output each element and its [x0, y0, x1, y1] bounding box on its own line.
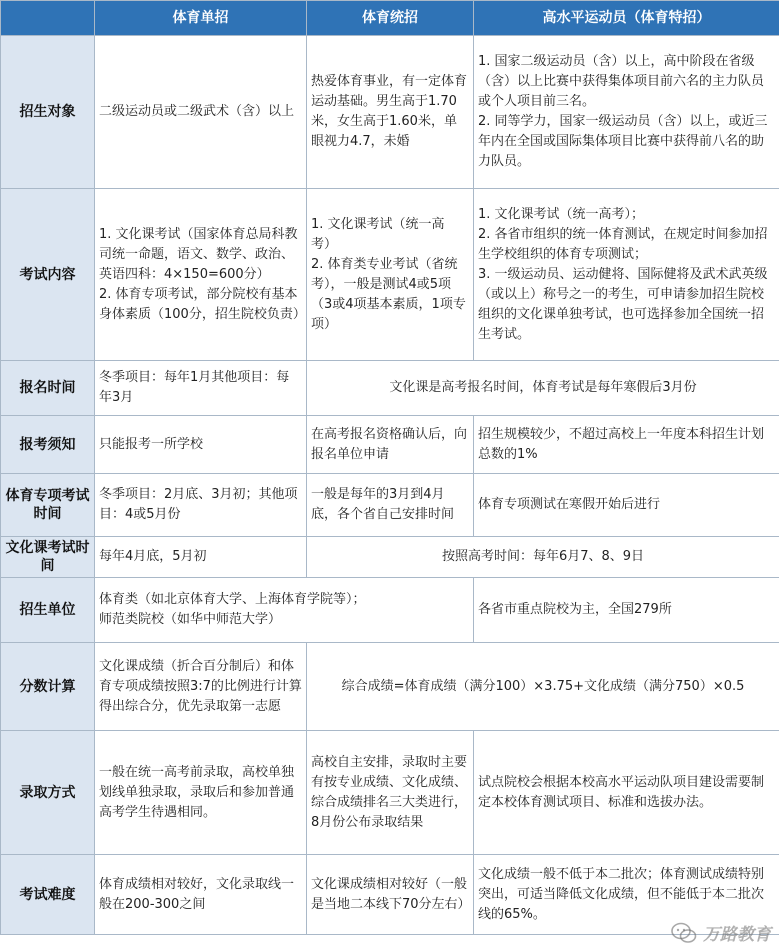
- cell-high-level: [474, 189, 779, 361]
- cell-text: 试点院校会根据本校高水平运动队项目建设需要制定本校体育测试项目、标准和选拔办法。: [478, 774, 765, 810]
- cell-merged-unified-high-level: [307, 537, 779, 578]
- cell-single-exam: [95, 855, 307, 935]
- cell-text: 体育类（如北京体育大学、上海体育学院等）； 师范类院校（如华中师范大学）: [99, 592, 366, 627]
- cell-text: 高校自主安排，录取时主要有按专业成绩、文化成绩、综合成绩排名三大类进行，8月份公布录取结果: [311, 754, 468, 830]
- cell-single-exam: [95, 416, 307, 474]
- cell-unified-exam: [307, 189, 474, 361]
- row-label-sports-exam-time: 体育专项考试时间: [1, 474, 95, 537]
- table-row: [1, 36, 779, 189]
- row-label-academic-exam-time: 文化课考试时间: [1, 537, 95, 578]
- cell-text: 综合成绩=体育成绩（满分100）×3.75+文化成绩（满分750）×0.5: [341, 678, 745, 694]
- cell-unified-exam: [307, 731, 474, 855]
- table-row: [1, 474, 779, 537]
- table-row: [1, 189, 779, 361]
- cell-text: 1. 国家二级运动员（含）以上，高中阶段在省级（含）以上比赛中获得集体项目前六名的主力队员或个人项目前三名。 2. 同等学力，国家一级运动员（含）以上，或近三年内在全国或国际集体项目比赛中获得前八名的助力队员。: [478, 54, 768, 169]
- table-row: [1, 416, 779, 474]
- cell-single-exam: [95, 474, 307, 537]
- cell-text: 冬季项目：每年1月其他项目：每年3月: [99, 370, 290, 405]
- header-sports-single-exam: 体育单招: [95, 1, 307, 36]
- cell-unified-exam: [307, 416, 474, 474]
- header-sports-unified-exam: 体育统招: [307, 1, 474, 36]
- cell-single-exam: [95, 36, 307, 189]
- cell-text: 1. 文化课考试（统一高考） 2. 体育类专业考试（省统考），一般是测试4或5项（3或4项基本素质，1项专项）: [311, 216, 466, 332]
- cell-text: 各省市重点院校为主，全国279所: [478, 602, 672, 617]
- cell-single-exam: [95, 731, 307, 855]
- cell-unified-exam: [307, 36, 474, 189]
- table-row: [1, 361, 779, 416]
- cell-high-level: [474, 36, 779, 189]
- table-row: [1, 731, 779, 855]
- cell-merged-unified-high-level: [307, 361, 779, 416]
- cell-text: 1. 文化课考试（统一高考）； 2. 各省市组织的统一体育测试，在规定时间参加招生学校组织的体育专项测试； 3. 一级运动员、运动健将、国际健将及武术武英级（或以上）称号之一的考生，可申请参加招生院校组织的文化课单独考试，也可选择参加全国统一招生考试。: [478, 206, 768, 342]
- row-label-admitting-institutions: 招生单位: [1, 578, 95, 643]
- cell-text: 一般在统一高考前录取，高校单独划线单独录取，录取后和参加普通高考学生待遇相同。: [99, 764, 295, 820]
- cell-text: 一般是每年的3月到4月底，各个省自己安排时间: [311, 487, 455, 522]
- cell-single-exam: [95, 361, 307, 416]
- cell-single-exam: [95, 189, 307, 361]
- row-label-score-calculation: 分数计算: [1, 643, 95, 731]
- cell-text: 二级运动员或二级武术（含）以上: [99, 104, 295, 119]
- row-label-exam-difficulty: 考试难度: [1, 855, 95, 935]
- cell-text: 只能报考一所学校: [99, 436, 204, 452]
- table-row: [1, 537, 779, 578]
- table-row: [1, 855, 779, 935]
- cell-single-exam: [95, 537, 307, 578]
- table-header: [1, 1, 779, 36]
- table-row: [1, 578, 779, 643]
- cell-text: 1. 文化课考试（国家体育总局科教司统一命题，语文、数学、政治、英语四科：4×150=600分） 2. 体育专项考试，部分院校有基本身体素质（100分，招生院校负责）: [99, 226, 306, 322]
- cell-merged-single-unified: [95, 578, 474, 643]
- row-label-registration-time: 报名时间: [1, 361, 95, 416]
- cell-text: 在高考报名资格确认后，向报名单位申请: [311, 426, 468, 462]
- row-label-admission-target: 招生对象: [1, 36, 95, 189]
- cell-text: 按照高考时间：每年6月7、8、9日: [441, 549, 645, 564]
- cell-text: 每年4月底，5月初: [99, 549, 207, 564]
- cell-high-level: [474, 731, 779, 855]
- watermark-text: 万路教育: [703, 925, 771, 945]
- cell-text: 文化课成绩（折合百分制后）和体育专项成绩按照3:7的比例进行计算得出综合分，优先录取第一志愿: [99, 658, 302, 714]
- row-label-application-notes: 报考须知: [1, 416, 95, 474]
- table-row: [1, 643, 779, 731]
- header-corner-cell: [1, 1, 95, 36]
- cell-single-exam: [95, 643, 307, 731]
- cell-text: 招生规模较少，不超过高校上一年度本科招生计划总数的1%: [478, 426, 765, 462]
- row-label-admission-method: 录取方式: [1, 731, 95, 855]
- table-body: [1, 36, 779, 935]
- cell-text: 体育专项测试在寒假开始后进行: [478, 497, 661, 512]
- cell-text: 文化成绩一般不低于本二批次；体育测试成绩特别突出，可适当降低文化成绩，但不能低于本二批次线的65%。: [478, 866, 765, 922]
- cell-high-level: [474, 474, 779, 537]
- cell-text: 冬季项目：2月底、3月初；其他项目：4或5月份: [99, 487, 298, 522]
- cell-high-level: [474, 855, 779, 935]
- cell-text: 体育成绩相对较好，文化录取线一般在200-300之间: [99, 876, 295, 912]
- header-row: [1, 1, 779, 36]
- cell-text: 文化课成绩相对较好（一般是当地二本线下70分左右）: [311, 876, 471, 912]
- cell-unified-exam: [307, 474, 474, 537]
- cell-high-level: [474, 416, 779, 474]
- cell-text: 文化课是高考报名时间，体育考试是每年寒假后3月份: [389, 380, 697, 395]
- cell-text: 热爱体育事业，有一定体育运动基础。男生高于1.70米，女生高于1.60米，单眼视力4.7，未婚: [311, 74, 468, 149]
- cell-unified-exam: [307, 855, 474, 935]
- row-label-exam-content: 考试内容: [1, 189, 95, 361]
- cell-high-level: [474, 578, 779, 643]
- cell-merged-unified-high-level: [307, 643, 779, 731]
- header-high-level-athlete: 高水平运动员（体育特招）: [474, 1, 779, 36]
